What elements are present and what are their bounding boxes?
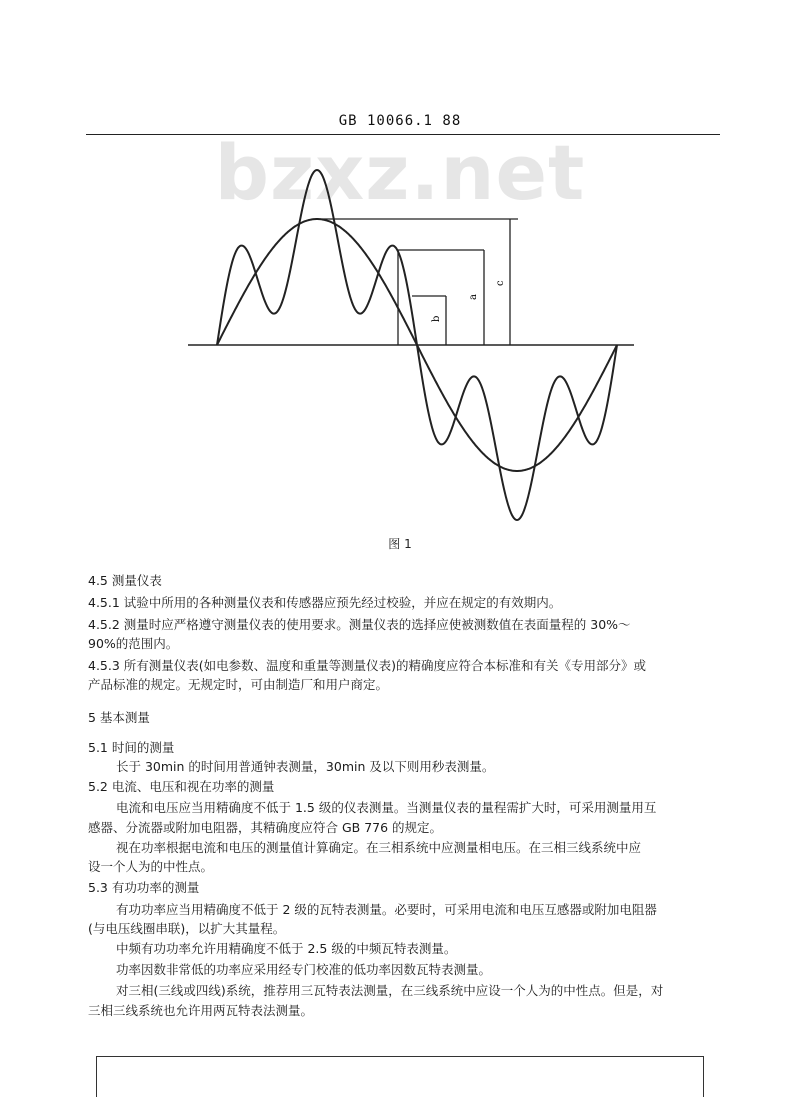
section-heading: 5 基本测量 [88, 710, 150, 725]
label-a: a [468, 294, 479, 300]
figure-caption: 图 1 [388, 537, 412, 551]
body-line: 90%的范围内。 [88, 636, 179, 651]
section-heading: 5.1 时间的测量 [88, 740, 175, 755]
section-heading: 4.5 测量仪表 [88, 573, 162, 588]
body-line: 对三相(三线或四线)系统，推荐用三瓦特表法测量，在三线系统中应设一个人为的中性点。但是，对 [116, 983, 664, 998]
body-line: 产品标准的规定。无规定时，可由制造厂和用户商定。 [88, 677, 389, 692]
page-header: GB 10066.1 88 [338, 113, 462, 129]
body-line: 有功功率应当用精确度不低于 2 级的瓦特表测量。必要时，可采用电流和电压互感器或附加电阻器 [116, 902, 657, 917]
label-b: b [431, 315, 442, 322]
body-line: 视在功率根据电流和电压的测量值计算确定。在三相系统中应测量相电压。在三相三线系统中应 [116, 840, 642, 855]
body-line: 4.5.3 所有测量仪表(如电参数、温度和重量等测量仪表)的精确度应符合本标准和有关《专用部分》或 [88, 658, 647, 673]
section-heading: 5.3 有功功率的测量 [88, 880, 200, 895]
body-line: 电流和电压应当用精确度不低于 1.5 级的仪表测量。当测量仪表的量程需扩大时，可采用测量用互 [116, 800, 657, 815]
body-line: 中频有功功率允许用精确度不低于 2.5 级的中频瓦特表测量。 [116, 941, 457, 956]
body-line: 4.5.1 试验中所用的各种测量仪表和传感器应预先经过校验，并应在规定的有效期内。 [88, 595, 562, 610]
body-line: 长于 30min 的时间用普通钟表测量，30min 及以下则用秒表测量。 [116, 759, 495, 774]
body-line: 设一个人为的中性点。 [88, 859, 214, 874]
label-c: c [495, 280, 506, 286]
watermark: bzxz.net [214, 128, 586, 217]
body-line: (与电压线圈串联)，以扩大其量程。 [88, 921, 286, 936]
body-line: 功率因数非常低的功率应采用经专门校准的低功率因数瓦特表测量。 [116, 962, 492, 977]
section-heading: 5.2 电流、电压和视在功率的测量 [88, 779, 275, 794]
body-line: 感器、分流器或附加电阻器，其精确度应符合 GB 776 的规定。 [88, 820, 443, 835]
body-line: 4.5.2 测量时应严格遵守测量仪表的使用要求。测量仪表的选择应使被测数值在表面量程的 30%～ [88, 617, 631, 632]
body-line: 三相三线系统也允许用两瓦特表法测量。 [88, 1003, 314, 1018]
